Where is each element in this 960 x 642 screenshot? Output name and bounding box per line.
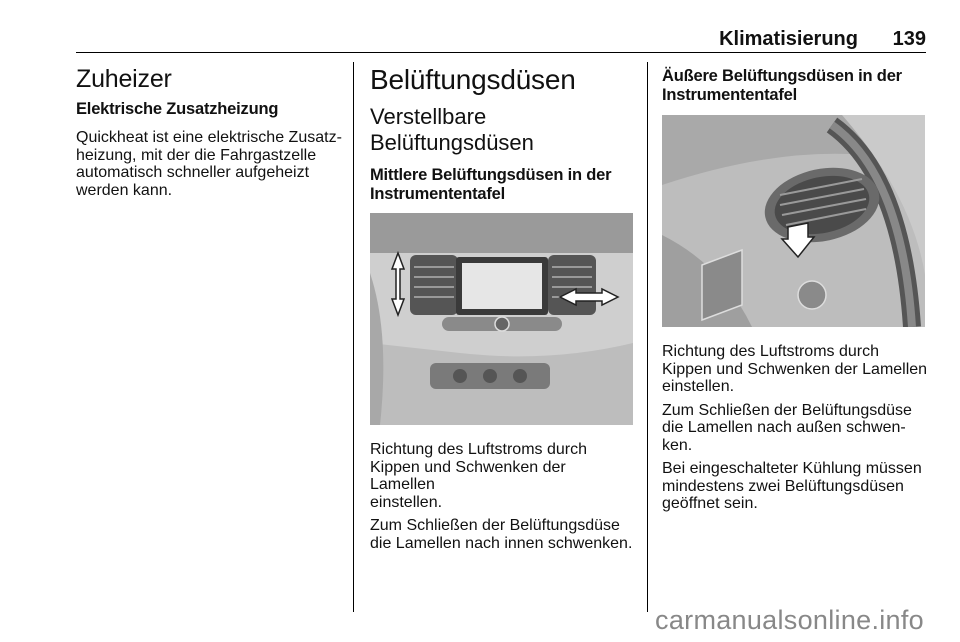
text-line: Quickheat ist eine elektrische Zusatz- — [76, 129, 342, 146]
center-vents-illustration — [370, 213, 633, 425]
column-divider-right — [647, 62, 648, 612]
text-line: heizung, mit der die Fahrgastzelle — [76, 146, 317, 164]
text-line: geöffnet sein. — [662, 495, 758, 512]
figure-outer-vent — [662, 115, 925, 327]
section-title-line: Instrumententafel — [370, 185, 506, 203]
section-title-mittlere — [370, 166, 634, 204]
column-aeussere-duesen — [662, 64, 928, 513]
section-title-line: Instrumententafel — [662, 86, 798, 104]
paragraph-close-center — [370, 517, 634, 552]
section-heading-belueftungsduesen: Belüftungsdüsen — [370, 64, 576, 95]
page-number: 139 — [892, 28, 926, 50]
text-line: mindestens zwei Belüftungsdüsen — [662, 477, 904, 495]
subheading-zusatzheizung: Elektrische Zusatzheizung — [76, 100, 279, 118]
section-title-aeussere — [662, 67, 928, 105]
chapter-title: Klimatisierung — [719, 28, 858, 50]
section-title-line: Mittlere Belüftungsdüsen in der — [370, 166, 612, 184]
text-line: Kippen und Schwenken der Lamellen — [662, 360, 928, 378]
text-line: werden kann. — [76, 181, 173, 199]
watermark-text: carmanualsonline.info — [655, 605, 924, 635]
text-line: die Lamellen nach außen schwen- — [662, 419, 906, 436]
column-belueftungsduesen — [370, 64, 634, 552]
paragraph-airflow-outer — [662, 343, 928, 396]
section-title-line: Äußere Belüftungsdüsen in der — [662, 67, 902, 85]
header-rule — [76, 52, 926, 53]
text-line: Bei eingeschalteter Kühlung müssen — [662, 460, 922, 477]
section-heading-zuheizer: Zuheizer — [76, 65, 172, 93]
text-line: einstellen. — [370, 493, 443, 511]
subheading-line: Verstellbare — [370, 104, 487, 129]
page-header — [76, 28, 926, 50]
text-line: Zum Schließen der Belüftungsdüse — [370, 517, 620, 534]
outer-vent-illustration — [662, 115, 925, 327]
paragraph-close-outer — [662, 402, 928, 455]
text-line: Richtung des Luftstroms durch — [370, 441, 587, 458]
text-line: Richtung des Luftstroms durch — [662, 343, 879, 360]
text-line: automatisch schneller aufgeheizt — [76, 164, 310, 181]
paragraph-airflow-center — [370, 441, 634, 511]
paragraph-cooling — [662, 460, 928, 513]
text-line: ken. — [662, 436, 693, 454]
column-zuheizer — [76, 64, 344, 199]
column-divider-left — [353, 62, 354, 612]
paragraph-quickheat — [76, 129, 344, 199]
subheading-verstellbare — [370, 104, 634, 156]
subheading-line: Belüftungsdüsen — [370, 130, 534, 155]
text-line: einstellen. — [662, 378, 735, 395]
text-line: Kippen und Schwenken der Lamellen — [370, 458, 566, 493]
text-line: die Lamellen nach innen schwenken. — [370, 534, 633, 552]
text-line: Zum Schließen der Belüftungsdüse — [662, 401, 912, 419]
figure-center-vents — [370, 213, 633, 425]
